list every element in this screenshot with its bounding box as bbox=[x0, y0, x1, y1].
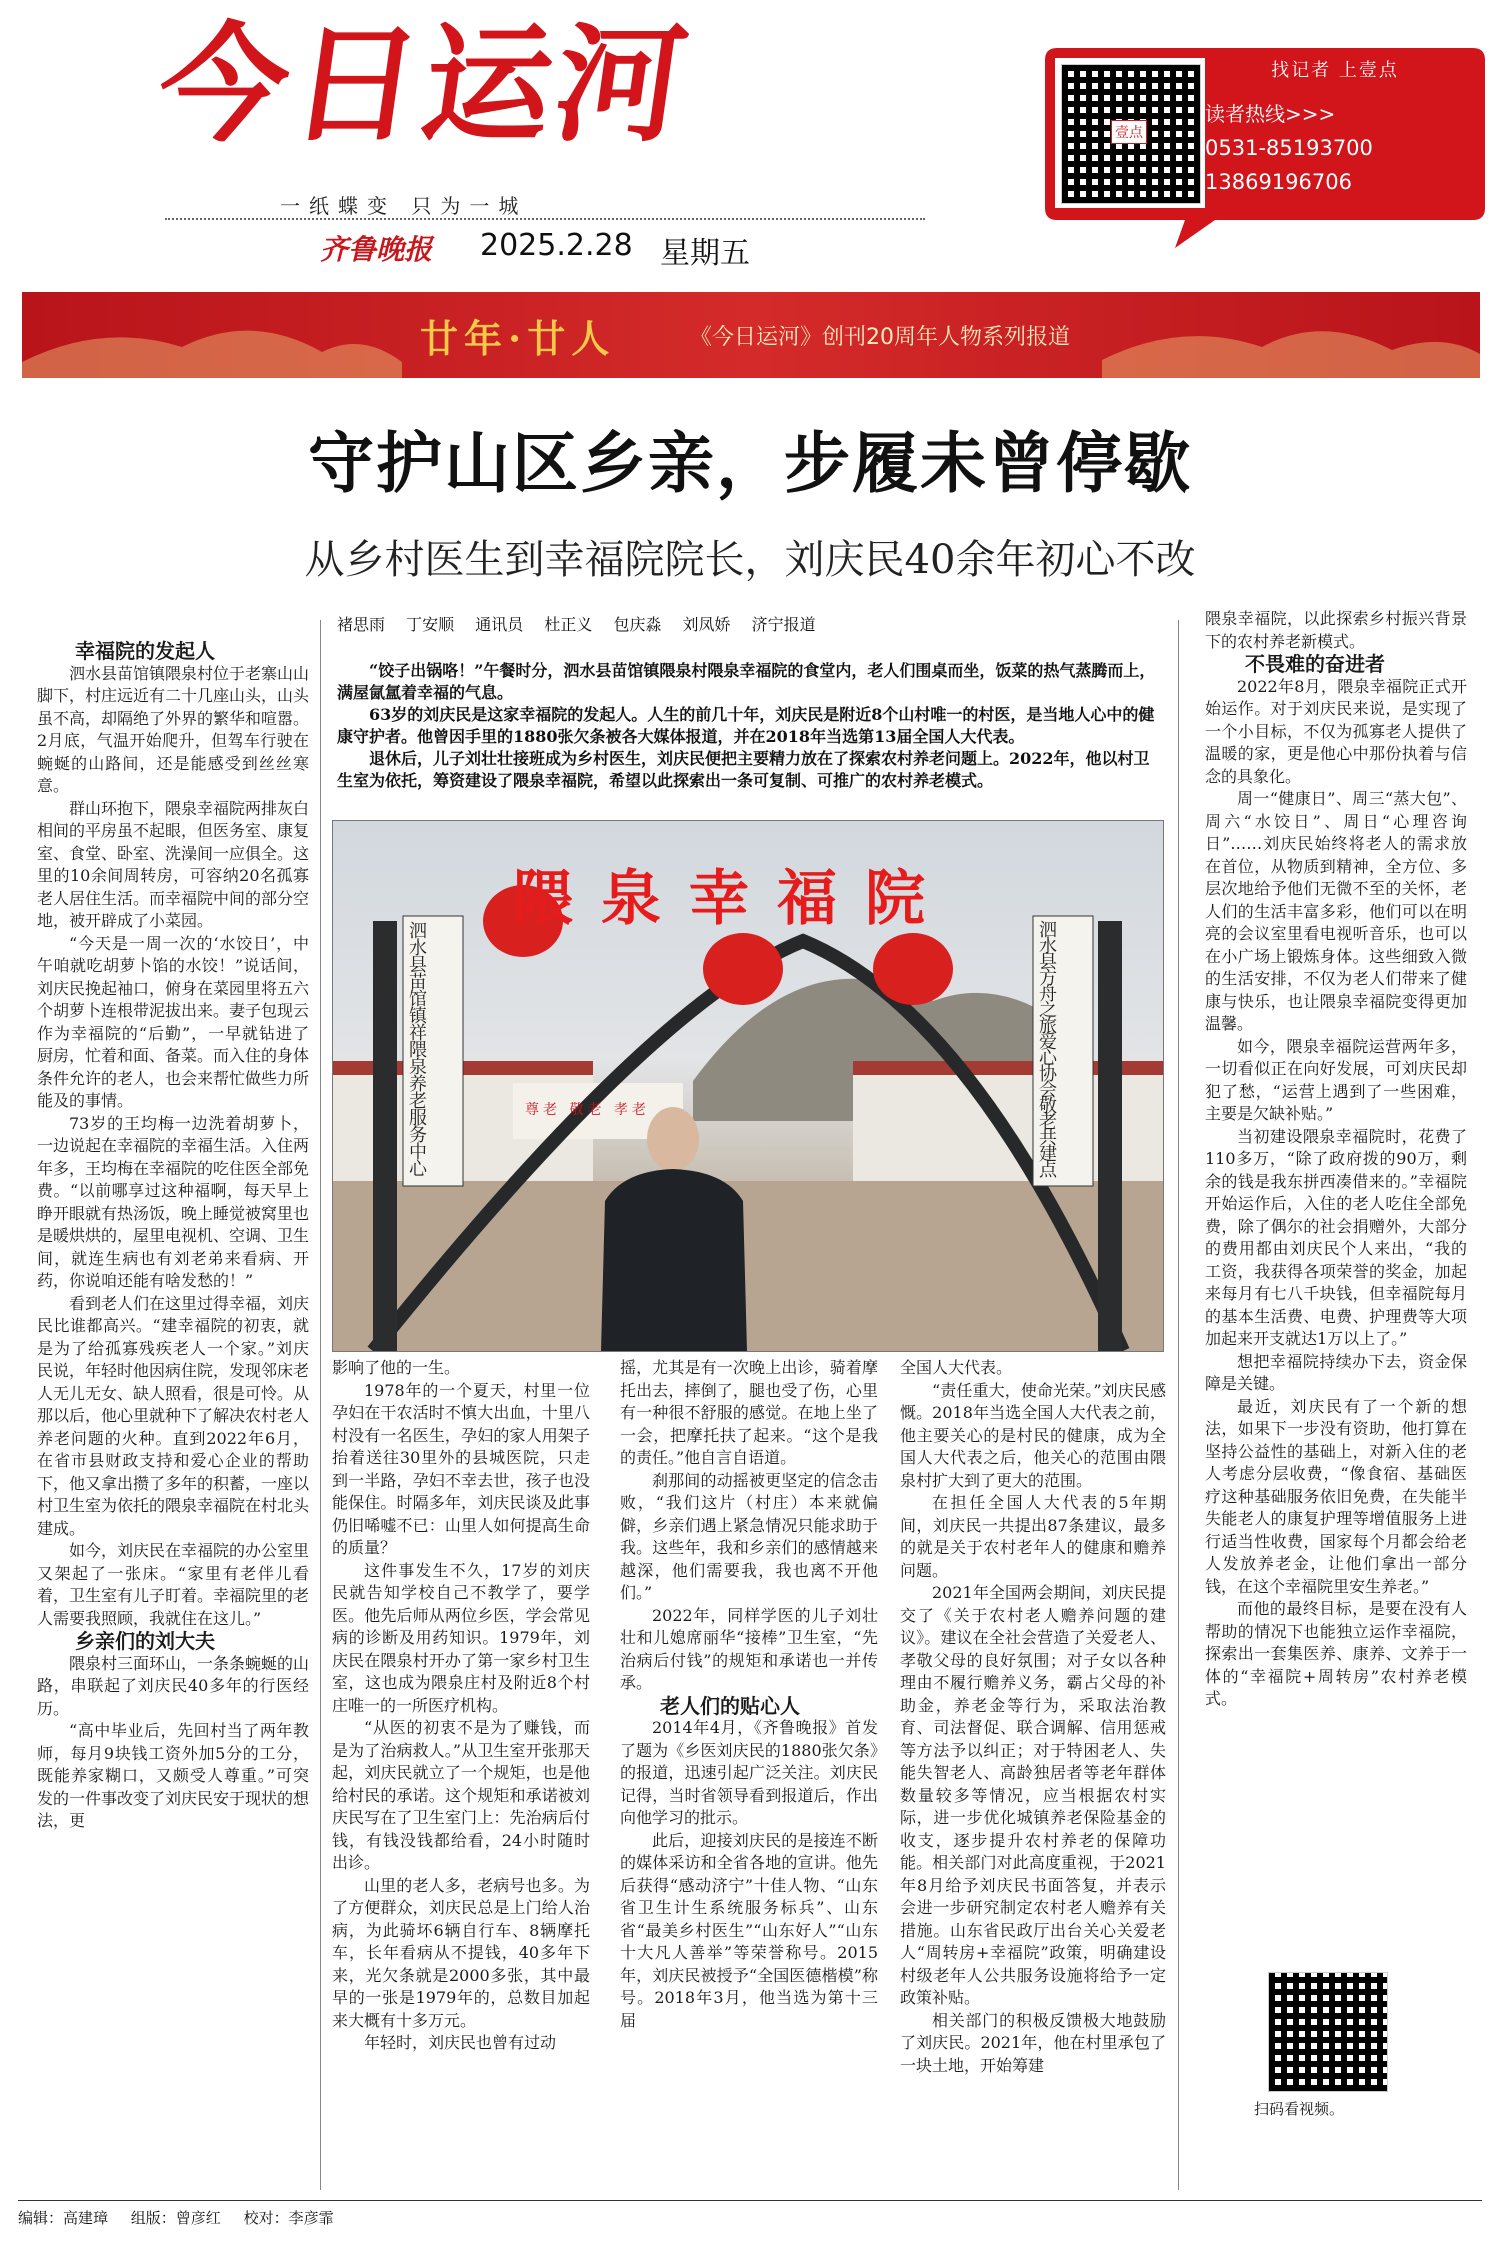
hotline-box bbox=[1045, 48, 1485, 248]
section-heading: 老人们的贴心人 bbox=[660, 1693, 800, 1718]
paragraph: 摇，尤其是有一次晚上出诊，骑着摩托出去，摔倒了，腿也受了伤，心里有一种很不舒服的感觉。在地上坐了一会，把摩托扶了起来。“这个是我的责任。”他自言自语道。 bbox=[620, 1358, 878, 1467]
article-column-1 bbox=[37, 640, 309, 1833]
footer-rule bbox=[18, 2200, 1482, 2201]
paragraph: 相关部门的积极反馈极大地鼓励了刘庆民。2021年，他在村里承包了一块土地，开始筹建 bbox=[900, 2010, 1166, 2075]
lead-paragraph: 退休后，儿子刘壮壮接班成为乡村医生，刘庆民便把主要精力放在了探索农村养老问题上。2022年，他以村卫生室为依托，筹资建设了隈泉幸福院，希望以此探索出一条可复制、可推广的农村养老模式。 bbox=[337, 749, 1150, 790]
paragraph: “责任重大，使命光荣。”刘庆民感慨。2018年当选全国人大代表之前，他主要关心的是村民的健康，成为全国人大代表之后，他关心的范围由隈泉村扩大到了更大的范围。 bbox=[900, 1380, 1166, 1490]
paragraph: 2022年，同样学医的儿子刘壮壮和儿媳席丽华“接棒”卫生室，“先治病后付钱”的规矩和承诺也一并传承。 bbox=[620, 1605, 878, 1692]
paragraph: 在担任全国人大代表的5年期间，刘庆民一共提出87条建议，最多的就是关于农村老年人的健康和赡养问题。 bbox=[900, 1493, 1166, 1580]
column-rule bbox=[320, 620, 321, 2190]
arch-sign: 隈泉幸福院 bbox=[513, 864, 953, 934]
paragraph: 2022年8月，隈泉幸福院正式开始运作。对于刘庆民来说，是实现了一个小目标，不仅为孤寡老人提供了温暖的家，更是他心中那份执着与信念的具象化。 bbox=[1205, 676, 1467, 786]
hotline-phone-2[interactable]: 13869196706 bbox=[1205, 170, 1352, 194]
section-heading: 乡亲们的刘大夫 bbox=[75, 1629, 215, 1653]
issue-date: 2025.2.28 bbox=[480, 228, 633, 263]
video-qr-code-icon[interactable] bbox=[1268, 1972, 1388, 2092]
paper-name: 齐鲁晚报 bbox=[320, 233, 433, 266]
byline-dateline: 济宁报道 bbox=[751, 615, 816, 634]
footer-credits bbox=[18, 2207, 352, 2228]
paragraph: 影响了他的一生。 bbox=[332, 1358, 461, 1377]
issue-weekday: 星期五 bbox=[660, 236, 750, 271]
left-gate-sign: 泗水县苗馆镇祥隈泉养老服务中心 bbox=[409, 921, 427, 1180]
paragraph: 隈泉幸福院，以此探索乡村振兴背景下的农村养老新模式。 bbox=[1205, 609, 1467, 651]
paragraph: 最近，刘庆民有了一个新的想法，如果下一步没有资助，他打算在坚持公益性的基础上，对新入住的老人考虑分层收费，“像食宿、基础医疗这种基础服务依旧免费，在失能半失能老人的康复护理等增值服务上进行适当性收费，国家每个月都会给老人发放养老金，让他们拿出一部分钱，在这个幸福院里安生养老。” bbox=[1205, 1396, 1467, 1596]
paragraph: 山里的老人多，老病号也多。为了方便群众，刘庆民总是上门给人治病，为此骑坏6辆自行车、8辆摩托车，长年看病从不提钱，40多年下来，光欠条就是2000多张，其中最早的一张是1979年的，总数目加起来大概有十多万元。 bbox=[332, 1875, 590, 2030]
article-lead bbox=[337, 660, 1157, 792]
paragraph: 群山环抱下，隈泉幸福院两排灰白相间的平房虽不起眼，但医务室、康复室、食堂、卧室、洗澡间一应俱全。这里的10余间周转房，可容纳20名孤寡老人居住生活。而幸福院中间的部分空地，被开辟成了小菜园。 bbox=[37, 798, 310, 930]
headline: 守护山区乡亲，步履未曾停歇 bbox=[308, 424, 1192, 502]
divider bbox=[165, 218, 925, 220]
article-column-3 bbox=[620, 1357, 878, 2032]
byline-name: 丁安顺 bbox=[406, 615, 455, 634]
paragraph: 2014年4月，《齐鲁晚报》首发了题为《乡医刘庆民的1880张欠条》的报道，迅速引起广泛关注。刘庆民记得，当时省领导看到报道后，作出向他学习的批示。 bbox=[620, 1718, 878, 1827]
byline-name: 褚思雨 bbox=[337, 615, 386, 634]
paragraph: 当初建设隈泉幸福院时，花费了110多万，“除了政府拨的90万，剩余的钱是我东拼西凑借来的。”幸福院开始运作后，入住的老人吃住全部免费，除了偶尔的社会捐赠外，大部分的费用都由刘庆民个人来出，“我的工资，我获得各项荣誉的奖金，加起来每月有七八千块钱，但幸福院每月的基本生活费、电费、护理费等大项加起来开支就达1万以上了。” bbox=[1205, 1126, 1467, 1348]
qr-caption: 扫码看视频。 bbox=[1254, 2100, 1345, 2118]
paragraph: 年轻时，刘庆民也曾有过动 bbox=[364, 2033, 557, 2052]
column-rule bbox=[1178, 620, 1179, 2190]
paragraph: 如今，隈泉幸福院运营两年多，一切看似正在向好发展，可刘庆民却犯了愁，“运营上遇到了一些困难，主要是欠缺补贴。” bbox=[1205, 1036, 1467, 1123]
paragraph: 2021年全国两会期间，刘庆民提交了《关于农村老人赡养问题的建议》。建议在全社会营造了关爱老人、孝敬父母的良好氛围；对子女以各种理由不履行赡养义务，霸占父母的补助金，养老金等行为，采取法治教育、司法督促、联合调解、信用惩戒等方法予以纠正；对于特困老人、失能失智老人、高龄独居者等老年群体数量较多等情况，应当根据农村实际，进一步优化城镇养老保险基金的收支，逐步提升农村养老的保障功能。相关部门对此高度重视，于2021年8月给予刘庆民书面答复，并表示会进一步研究制定农村老人赡养有关措施。山东省民政厅出台关心关爱老人“周转房+幸福院”政策，明确建设村级老年人公共服务设施将给予一定政策补贴。 bbox=[900, 1583, 1166, 2007]
paragraph: 周一“健康日”、周三“蒸大包”、周六“水饺日”、周日“心理咨询日”……刘庆民始终将老人的需求放在首位，从物质到精神，全方位、多层次地给予他们无微不至的关怀，老人们的生活丰富多彩，他们可以在明亮的会议室里看电视听音乐，也可以在小广场上锻炼身体。这些细致入微的生活安排，不仅为老人们带来了健康与快乐，也让隈泉幸福院变得更加温馨。 bbox=[1205, 789, 1467, 1033]
lead-paragraph: 63岁的刘庆民是这家幸福院的发起人。人生的前几十年，刘庆民是附近8个山村唯一的村医，是当地人心中的健康守护者。他曾因手里的1880张欠条被各大媒体报道，并在2018年当选第13届全国人大代表。 bbox=[337, 705, 1155, 746]
right-gate-sign: 泗水县方舟之旅爱心协会敬老共建点 bbox=[1039, 920, 1057, 1181]
editor-credit: 编辑：高建璋 bbox=[18, 2209, 109, 2227]
section-heading: 不畏难的奋进者 bbox=[1245, 652, 1385, 676]
byline-name: 杜正义 bbox=[544, 615, 593, 634]
byline-name: 刘凤娇 bbox=[682, 615, 731, 634]
paragraph: 如今，刘庆民在幸福院的办公室里又架起了一张床。“家里有老伴儿看着，卫生室有儿子盯着。幸福院里的老人需要我照顾，我就住在这儿。” bbox=[37, 1541, 310, 1628]
paragraph: 73岁的王均梅一边洗着胡萝卜，一边说起在幸福院的幸福生活。入住两年多，王均梅在幸福院的吃住医全部免费。“以前哪享过这种福啊，每天早上睁开眼就有热汤饭，晚上睡觉被窝里也是暖烘烘的，屋里电视机、空调、卫生间，就连生病也有刘老弟来看病、开药，你说咱还能有啥发愁的！” bbox=[37, 1113, 310, 1290]
paragraph: 这件事发生不久，17岁的刘庆民就告知学校自己不教学了，要学医。他先后师从两位乡医，学会常见病的诊断及用药知识。1979年，刘庆民在隈泉村开办了第一家乡村卫生室，这也成为隈泉庄村及附近8个村庄唯一的一所医疗机构。 bbox=[332, 1560, 590, 1715]
paragraph: “从医的初衷不是为了赚钱，而是为了治病救人。”从卫生室开张那天起，刘庆民就立了一个规矩，也是他给村民的承诺。这个规矩和承诺被刘庆民写在了卫生室门上：先治病后付钱，有钱没钱都给看，24小时随时出诊。 bbox=[332, 1718, 590, 1872]
article-column-2 bbox=[332, 1357, 590, 2055]
hotline-phone-1[interactable]: 0531-85193700 bbox=[1205, 136, 1373, 160]
series-name: 廿年·廿人 bbox=[420, 316, 616, 361]
paragraph: 隈泉村三面环山，一条条蜿蜒的山路，串联起了刘庆民40多年的行医经历。 bbox=[37, 1653, 310, 1718]
series-description: 《今日运河》创刊20周年人物系列报道 bbox=[690, 325, 1070, 350]
byline-name: 包庆淼 bbox=[613, 615, 662, 634]
section-heading: 幸福院的发起人 bbox=[75, 639, 215, 663]
paragraph: “今天是一周一次的‘水饺日’，中午咱就吃胡萝卜馅的水饺！”说话间，刘庆民挽起袖口，俯身在菜园里将五六个胡萝卜连根带泥拔出来。妻子包现云作为幸福院的“后勤”，一早就钻进了厨房，忙着和面、备菜。而入住的身体条件允许的老人，也会来帮忙做些力所能及的事情。 bbox=[37, 933, 310, 1110]
masthead-motto: 一纸蝶变 只为一城 bbox=[280, 194, 528, 218]
hotline-label: 读者热线>>> bbox=[1205, 102, 1336, 126]
paragraph: 此后，迎接刘庆民的是接连不断的媒体采访和全省各地的宣讲。他先后获得“感动济宁”十佳人物、“山东省卫生计生系统服务标兵”、山东省“最美乡村医生”“山东好人”“山东十大凡人善举”等荣誉称号。2015年，刘庆民被授予“全国医德楷模”称号。2018年3月，他当选为第十三届 bbox=[620, 1830, 878, 2030]
article-photo[interactable] bbox=[332, 820, 1164, 1352]
article-column-4 bbox=[900, 1357, 1166, 2077]
paragraph: 而他的最终目标，是要在没有人帮助的情况下也能独立运作幸福院，探索出一套集医养、康养、文养于一体的“幸福院+周转房”农村养老模式。 bbox=[1205, 1599, 1467, 1708]
wall-slogan: 尊老 敬老 孝老 bbox=[525, 1102, 650, 1118]
subheadline: 从乡村医生到幸福院院长，刘庆民40余年初心不改 bbox=[304, 537, 1196, 583]
lead-paragraph: “饺子出锅咯！”午餐时分，泗水县苗馆镇隈泉村隈泉幸福院的食堂内，老人们围桌而坐，饭菜的热气蒸腾而上，满屋氤氲着幸福的气息。 bbox=[337, 661, 1156, 702]
byline-role: 通讯员 bbox=[475, 615, 524, 634]
proof-credit: 校对：李彦霏 bbox=[243, 2209, 334, 2227]
paragraph: 想把幸福院持续办下去，资金保障是关键。 bbox=[1205, 1351, 1467, 1393]
paragraph: 看到老人们在这里过得幸福，刘庆民比谁都高兴。“建幸福院的初衷，就是为了给孤寡残疾老人一个家。”刘庆民说，年轻时他因病住院，发现邻床老人无儿无女、缺人照看，很是可怜。从那以后，他心里就种下了解决农村老人养老问题的火种。直到2022年6月，在省市县财政支持和爱心企业的帮助下，他又拿出攒了多年的积蓄，一座以村卫生室为依托的隈泉幸福院在村北头建成。 bbox=[37, 1293, 310, 1538]
paragraph: 全国人大代表。 bbox=[900, 1358, 1013, 1377]
paragraph: 1978年的一个夏天，村里一位孕妇在干农活时不慎大出血，十里八村没有一名医生，孕妇的家人用架子抬着送往30里外的县城医院，只走到一半路，孕妇不幸去世，孩子也没能保住。时隔多年，刘庆民谈及此事仍旧唏嘘不已：山里人如何提高生命的质量？ bbox=[332, 1380, 590, 1557]
masthead-title: 今日运河 bbox=[149, 11, 699, 160]
hotline-title: 找记者 上壹点 bbox=[1271, 60, 1399, 81]
designer-credit: 组版：曾彦红 bbox=[130, 2209, 221, 2227]
byline bbox=[337, 612, 832, 635]
qr-badge: 壹点 bbox=[1111, 120, 1147, 144]
paragraph: “高中毕业后，先回村当了两年教师，每月9块钱工资外加5分的工分，既能养家糊口，又颇受人尊重。”可突发的一件事改变了刘庆民安于现状的想法，更 bbox=[37, 1721, 310, 1830]
paragraph: 刹那间的动摇被更坚定的信念击败，“我们这片（村庄）本来就偏僻，乡亲们遇上紧急情况只能求助于我。这些年，我和乡亲们的感情越来越深，他们需要我，我也离不开他们。” bbox=[620, 1470, 878, 1602]
paragraph: 泗水县苗馆镇隈泉村位于老寨山山脚下，村庄远近有二十几座山头，山头虽不高，却隔绝了外界的繁华和喧嚣。2月底，气温开始爬升，但驾车行驶在蜿蜒的山路间，还是能感受到丝丝寒意。 bbox=[37, 663, 310, 795]
article-column-5 bbox=[1205, 608, 1467, 1711]
